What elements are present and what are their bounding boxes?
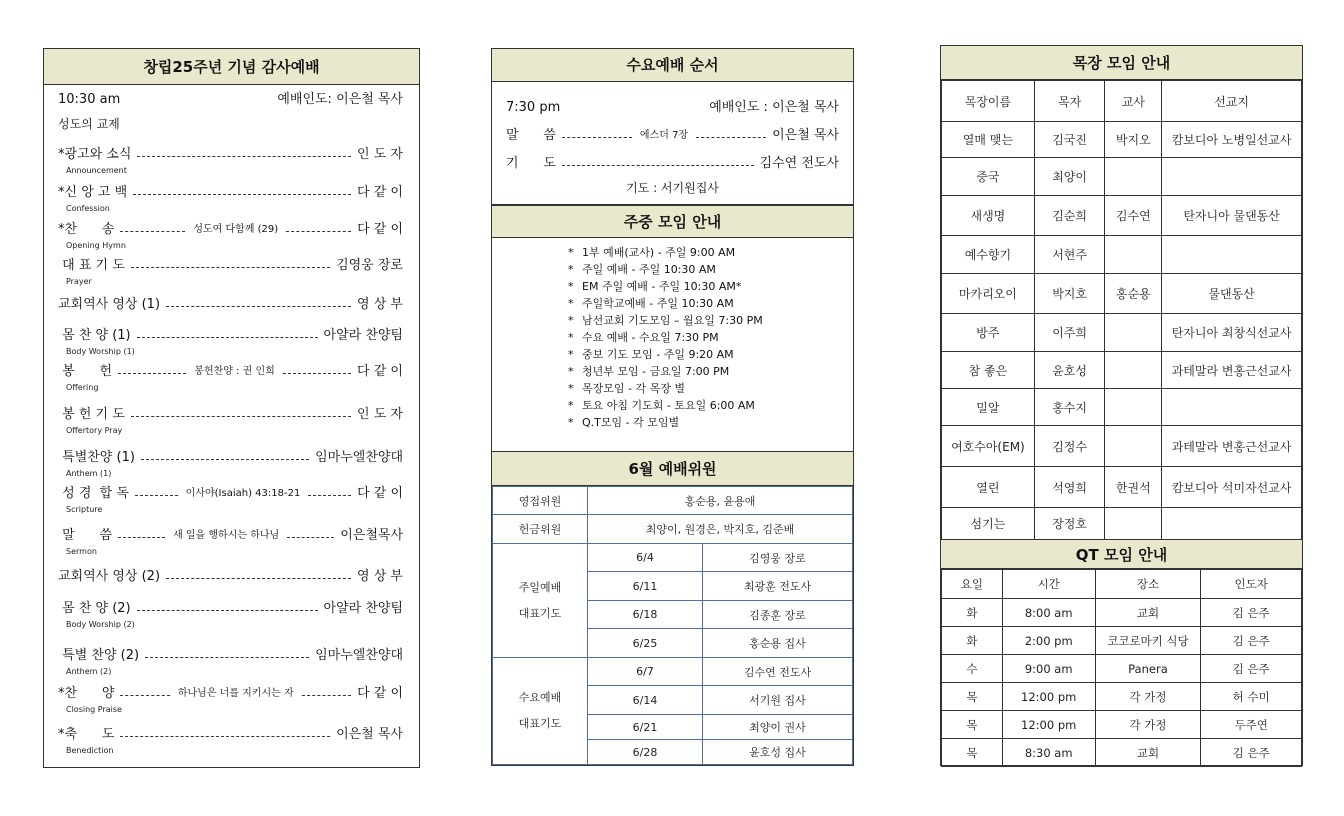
- wednesday-sermon-label: 말 씀: [506, 128, 556, 143]
- wednesday-date: 6/28: [588, 740, 703, 765]
- order-item-english: Scripture: [66, 505, 103, 514]
- table-cell: 9:00 am: [1002, 655, 1095, 683]
- wednesday-name: 김수연 전도사: [703, 658, 853, 686]
- table-cell: 12:00 pm: [1002, 683, 1095, 711]
- service-time: 10:30 am: [58, 92, 121, 107]
- table-row: [942, 467, 1302, 508]
- june-committee-table: [492, 486, 853, 765]
- wednesday-prayer-person: 김수연 전도사: [759, 156, 839, 171]
- table-cell: 예수향기: [942, 236, 1035, 274]
- table-cell: 김 은주: [1201, 739, 1302, 767]
- list-item: * 목장모임 - 각 목장 별: [568, 380, 763, 397]
- order-item-leader: 다 같 이: [357, 222, 404, 237]
- order-item-leader: 영 상 부: [357, 297, 403, 312]
- order-item-name: 교회역사 영상 (1): [58, 297, 161, 312]
- order-item-english: Body Worship (1): [66, 347, 135, 356]
- column-header: 목장이름: [942, 81, 1035, 122]
- table-header-row: [942, 570, 1302, 599]
- table-row: [493, 658, 853, 686]
- wednesday-name: 최양이 권사: [703, 715, 853, 740]
- sunday-name: 홍순용 집사: [703, 629, 853, 658]
- table-cell: [1105, 508, 1162, 540]
- order-item-english: Offering: [66, 383, 99, 392]
- order-item-name: *광고와 소식: [58, 147, 132, 162]
- table-cell: 방주: [942, 314, 1035, 352]
- wednesday-time: 7:30 pm: [506, 100, 561, 115]
- table-cell: [1162, 236, 1302, 274]
- order-item-name: *찬 양: [58, 686, 115, 701]
- mokjang-title: 목장 모임 안내: [941, 46, 1302, 80]
- order-item-leader: 인 도 자: [357, 407, 403, 422]
- order-item-english: Offertory Pray: [66, 426, 123, 435]
- order-item-leader: 다 같 이: [357, 364, 403, 379]
- table-cell: 탄자니아 최창식선교사: [1162, 314, 1302, 352]
- table-cell: 김 은주: [1201, 599, 1302, 627]
- sunday-name: 최광훈 전도사: [703, 572, 853, 601]
- order-item-english: Prayer: [66, 277, 92, 286]
- order-item: [58, 727, 403, 743]
- order-item-name: 교회역사 영상 (2): [58, 569, 161, 584]
- table-cell: 목: [942, 739, 1003, 767]
- table-row: [942, 739, 1302, 767]
- order-item-name: *신 앙 고 백: [58, 185, 128, 200]
- order-item: [58, 648, 403, 664]
- sunday-date: 6/4: [588, 544, 703, 572]
- sunday-date: 6/25: [588, 629, 703, 658]
- order-item-leader: 임마누엘찬양대: [315, 450, 403, 465]
- table-cell: 김수연: [1105, 196, 1162, 236]
- order-item-english: Opening Hymn: [66, 241, 126, 250]
- order-item-leader: 다 같 이: [357, 486, 404, 501]
- list-item: * 주일학교예배 - 주일 10:30 AM: [568, 295, 763, 312]
- order-item-detail: 이사야(Isaiah) 43:18-21: [185, 488, 301, 499]
- table-cell: 화: [942, 627, 1003, 655]
- table-row: [942, 599, 1302, 627]
- sunday-date: 6/18: [588, 601, 703, 629]
- table-cell: 김정수: [1034, 426, 1105, 467]
- table-cell: 8:00 am: [1002, 599, 1095, 627]
- table-cell: 장정호: [1034, 508, 1105, 540]
- table-cell: 각 가정: [1095, 683, 1201, 711]
- table-cell: [1105, 389, 1162, 426]
- table-cell: 이주희: [1034, 314, 1105, 352]
- order-item: [58, 364, 403, 380]
- service-leader: 예배인도: 이은철 목사: [277, 92, 403, 107]
- list-item: * EM 주일 예배 - 주일 10:30 AM*: [568, 278, 763, 295]
- order-item-name: 봉 헌: [58, 364, 113, 379]
- table-cell: [1105, 236, 1162, 274]
- order-item-detail: 성도여 다함께 (29): [193, 224, 279, 235]
- table-cell: 코코로마키 식당: [1095, 627, 1201, 655]
- table-cell: 서현주: [1034, 236, 1105, 274]
- wednesday-time-row: [506, 100, 839, 116]
- table-cell: [1105, 426, 1162, 467]
- wednesday-name: 서기원 집사: [703, 686, 853, 715]
- list-item: * 청년부 모임 - 금요일 7:00 PM: [568, 363, 763, 380]
- table-header-row: [942, 81, 1302, 122]
- offering-label: 헌금위원: [493, 515, 588, 544]
- column-header: 목자: [1034, 81, 1105, 122]
- list-item: * Q.T모임 - 각 모임별: [568, 414, 763, 431]
- order-item-name: 봉 헌 기 도: [58, 407, 125, 422]
- list-item: * 토요 아침 기도회 - 토요일 6:00 AM: [568, 397, 763, 414]
- table-row: [942, 389, 1302, 426]
- order-item-name: 성 경 합 독: [58, 486, 129, 501]
- order-item-name: 몸 찬 양 (1): [58, 328, 131, 343]
- table-cell: 새생명: [942, 196, 1035, 236]
- wednesday-sermon-speaker: 이은철 목사: [772, 128, 840, 143]
- order-item: [58, 528, 403, 544]
- table-cell: [1105, 314, 1162, 352]
- table-cell: 섬기는: [942, 508, 1035, 540]
- order-item-leader: 영 상 부: [357, 569, 403, 584]
- table-cell: 김순희: [1034, 196, 1105, 236]
- table-cell: 밀알: [942, 389, 1035, 426]
- table-cell: 김 은주: [1201, 627, 1302, 655]
- usher-names: 홍순용, 윤용애: [588, 487, 853, 515]
- order-item-name: 몸 찬 양 (2): [58, 601, 131, 616]
- table-cell: 캄보디아 석미자선교사: [1162, 467, 1302, 508]
- order-item: [58, 258, 403, 274]
- wednesday-closing-prayer: 기도 : 서기원집사: [626, 181, 719, 195]
- table-cell: 8:30 am: [1002, 739, 1095, 767]
- wednesday-date: 6/14: [588, 686, 703, 715]
- table-cell: 12:00 pm: [1002, 711, 1095, 739]
- table-cell: [1105, 352, 1162, 389]
- order-item-english: Anthem (2): [66, 667, 112, 676]
- order-item-leader: 다 같 이: [357, 686, 404, 701]
- list-item: * 남선교회 기도모임 – 월요일 7:30 PM: [568, 312, 763, 329]
- column-header: 시간: [1002, 570, 1095, 599]
- table-cell: 한권석: [1105, 467, 1162, 508]
- fellowship-label: 성도의 교제: [58, 117, 120, 131]
- order-item: [58, 407, 403, 423]
- table-cell: 윤호성: [1034, 352, 1105, 389]
- table-row: [942, 158, 1302, 196]
- wednesday-name: 윤호성 집사: [703, 740, 853, 765]
- anniversary-service-title: 창립25주년 기념 감사예배: [44, 49, 419, 85]
- list-item: * 1부 예배(교사) - 주일 9:00 AM: [568, 244, 763, 261]
- column-header: 인도자: [1201, 570, 1302, 599]
- sunday-name: 김영웅 장로: [703, 544, 853, 572]
- wednesday-leader: 예배인도 : 이은철 목사: [709, 100, 839, 115]
- table-cell: 물댄동산: [1162, 274, 1302, 314]
- weekly-meetings-list: [568, 244, 763, 431]
- wednesday-date: 6/7: [588, 658, 703, 686]
- order-item-english: Announcement: [66, 166, 127, 175]
- service-time-row: [58, 92, 403, 108]
- order-item: [58, 686, 403, 702]
- order-item: [58, 222, 403, 238]
- table-cell: [1105, 158, 1162, 196]
- table-row: [942, 655, 1302, 683]
- order-item-leader: 임마누엘찬양대: [315, 648, 403, 663]
- table-cell: 교회: [1095, 739, 1201, 767]
- sunday-name: 김종훈 장로: [703, 601, 853, 629]
- table-row: [942, 352, 1302, 389]
- table-cell: 화: [942, 599, 1003, 627]
- order-item-leader: 아얄라 찬양팀: [323, 328, 403, 343]
- table-row: [942, 274, 1302, 314]
- table-cell: [1162, 389, 1302, 426]
- wednesday-sermon-text: 에스더 7장: [639, 130, 689, 141]
- table-row: [942, 627, 1302, 655]
- usher-label: 영접위원: [493, 487, 588, 515]
- table-cell: 목: [942, 711, 1003, 739]
- table-row: [942, 314, 1302, 352]
- wednesday-sermon-row: [506, 128, 839, 144]
- table-cell: 각 가정: [1095, 711, 1201, 739]
- right-panel: [940, 45, 1303, 766]
- order-item-english: Sermon: [66, 547, 97, 556]
- mokjang-table: [941, 80, 1302, 540]
- table-cell: 마카리오이: [942, 274, 1035, 314]
- sunday-prayer-label: [493, 544, 588, 658]
- order-item-english: Anthem (1): [66, 469, 112, 478]
- order-item: [58, 328, 403, 344]
- order-item: [58, 185, 403, 201]
- order-item-leader: 다 같 이: [357, 185, 403, 200]
- table-cell: Panera: [1095, 655, 1201, 683]
- order-item-detail: 새 일을 행하시는 하나님: [173, 530, 280, 541]
- order-item-name: 대 표 기 도: [58, 258, 125, 273]
- table-cell: 2:00 pm: [1002, 627, 1095, 655]
- order-item-leader: 이은철 목사: [336, 727, 403, 742]
- wednesday-prayer-label-line1: 수요예배: [518, 691, 562, 704]
- table-row: [942, 236, 1302, 274]
- table-row: [493, 515, 853, 544]
- weekly-meetings-title: 주중 모임 안내: [492, 205, 853, 238]
- order-item: [58, 486, 403, 502]
- wednesday-date: 6/21: [588, 715, 703, 740]
- order-item-english: Confession: [66, 204, 110, 213]
- order-item: [58, 569, 403, 585]
- table-cell: 열매 맺는: [942, 122, 1035, 158]
- table-cell: [1162, 508, 1302, 540]
- list-item: * 중보 기도 모임 - 주일 9:20 AM: [568, 346, 763, 363]
- wednesday-prayer-row: [506, 156, 839, 172]
- column-header: 요일: [942, 570, 1003, 599]
- table-cell: 홍순용: [1105, 274, 1162, 314]
- table-row: [942, 683, 1302, 711]
- table-cell: 석영희: [1034, 467, 1105, 508]
- wednesday-prayer-label-line2: 대표기도: [518, 717, 562, 730]
- sunday-prayer-label-line2: 대표기도: [518, 606, 562, 620]
- order-item-leader: 이은철목사: [340, 528, 404, 543]
- qt-title: QT 모임 안내: [941, 539, 1302, 569]
- order-item-leader: 인 도 자: [357, 147, 403, 162]
- table-cell: 수: [942, 655, 1003, 683]
- table-cell: 허 수미: [1201, 683, 1302, 711]
- table-cell: 탄자니아 물댄동산: [1162, 196, 1302, 236]
- table-cell: 여호수아(EM): [942, 426, 1035, 467]
- order-item-name: 특별찬양 (1): [58, 450, 135, 465]
- list-item: * 수요 예배 - 수요일 7:30 PM: [568, 329, 763, 346]
- order-item: [58, 297, 403, 313]
- sunday-date: 6/11: [588, 572, 703, 601]
- table-cell: 과테말라 변홍근선교사: [1162, 352, 1302, 389]
- table-row: [942, 122, 1302, 158]
- order-item: [58, 147, 403, 163]
- order-item-detail: 하나님은 너를 지키시는 자: [177, 688, 294, 699]
- table-cell: 김 은주: [1201, 655, 1302, 683]
- table-cell: 김국진: [1034, 122, 1105, 158]
- table-cell: 참 좋은: [942, 352, 1035, 389]
- order-item-name: 특별 찬양 (2): [58, 648, 140, 663]
- column-header: 장소: [1095, 570, 1201, 599]
- table-cell: 열린: [942, 467, 1035, 508]
- wednesday-service-title: 수요예배 순서: [492, 49, 853, 82]
- wednesday-prayer-committee-label: [493, 658, 588, 765]
- order-item-english: Closing Praise: [66, 705, 122, 714]
- table-cell: [1162, 158, 1302, 196]
- order-item-detail: 봉헌찬양 : 권 인희: [194, 366, 275, 377]
- table-cell: 두주연: [1201, 711, 1302, 739]
- table-cell: 캄보디아 노병일선교사: [1162, 122, 1302, 158]
- table-cell: 홍수지: [1034, 389, 1105, 426]
- table-cell: 박지호: [1034, 274, 1105, 314]
- list-item: * 주일 예배 - 주일 10:30 AM: [568, 261, 763, 278]
- table-cell: 중국: [942, 158, 1035, 196]
- table-cell: 과테말라 변홍근선교사: [1162, 426, 1302, 467]
- sunday-prayer-label-line1: 주일예배: [518, 580, 562, 594]
- table-cell: 목: [942, 683, 1003, 711]
- middle-panel: [491, 48, 854, 766]
- offering-names: 최양이, 원경은, 박지호, 김준배: [588, 515, 853, 544]
- wednesday-prayer-label: 기 도: [506, 156, 556, 171]
- table-row: [493, 487, 853, 515]
- column-header: 선교지: [1162, 81, 1302, 122]
- qt-table: [941, 569, 1302, 767]
- order-item-leader: 아얄라 찬양팀: [323, 601, 403, 616]
- june-worship-committee-title: 6월 예배위원: [492, 451, 853, 486]
- order-item-english: Body Worship (2): [66, 620, 135, 629]
- order-item: [58, 450, 403, 466]
- table-cell: 교회: [1095, 599, 1201, 627]
- order-item-name: *찬 송: [58, 222, 115, 237]
- table-cell: 최양이: [1034, 158, 1105, 196]
- order-item-name: 말 씀: [58, 528, 113, 543]
- column-header: 교사: [1105, 81, 1162, 122]
- table-row: [493, 544, 853, 572]
- table-row: [942, 508, 1302, 540]
- table-row: [942, 711, 1302, 739]
- order-item: [58, 601, 403, 617]
- order-item-name: *축 도: [58, 727, 115, 742]
- order-item-english: Benediction: [66, 746, 114, 755]
- table-cell: 박지오: [1105, 122, 1162, 158]
- order-item-leader: 김영웅 장로: [336, 258, 403, 273]
- anniversary-service-panel: [43, 48, 420, 768]
- table-row: [942, 196, 1302, 236]
- table-row: [942, 426, 1302, 467]
